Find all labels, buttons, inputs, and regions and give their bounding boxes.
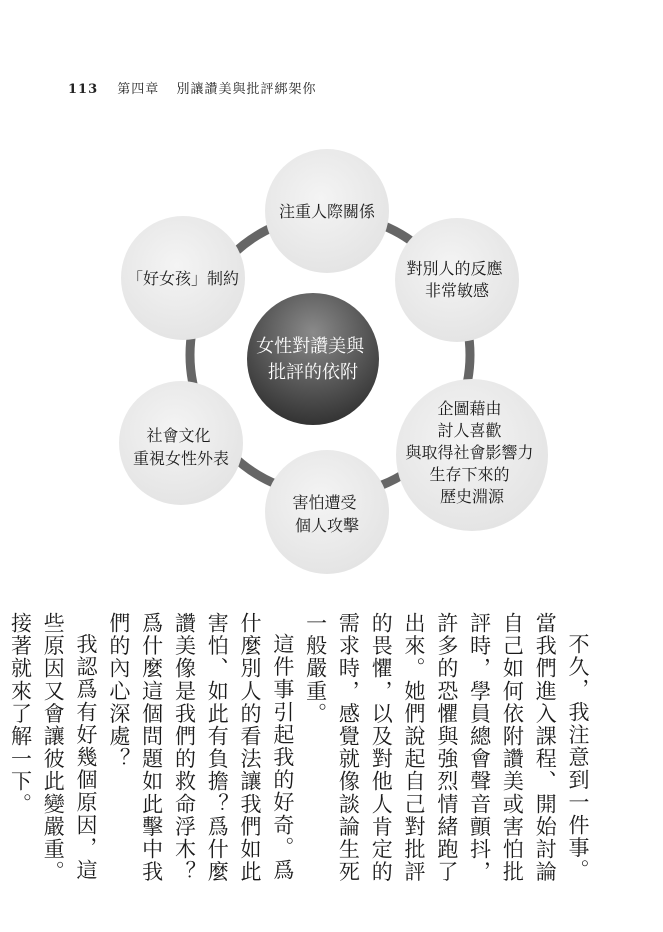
node-label-upper-left (127, 269, 239, 288)
node-circle-upper-right (395, 218, 519, 342)
node-label-line: 注重人際關係 (278, 202, 376, 221)
body-text (8, 612, 594, 892)
node-label-line: 歷史淵源 (439, 487, 505, 506)
center-label-line: 批評的依附 (268, 362, 358, 383)
node-label-line: 害怕遭受 (292, 493, 357, 512)
chapter-title: 別讓讚美與批評綁架你 (176, 82, 317, 97)
node-circle-bottom (265, 450, 389, 574)
page-number: 113 (68, 82, 99, 97)
node-label-line: 個人攻擊 (294, 516, 360, 535)
node-label-line: 非常敏感 (424, 281, 490, 300)
node-label-line: 對別人的反應 (406, 259, 503, 278)
node-label-line: 企圖藉由 (437, 399, 502, 418)
node-label-line: 社會文化 (146, 426, 211, 445)
node-label-top (279, 202, 376, 221)
body-paragraph: 這件事引起我的好奇。爲什麼別人的看法讓我們如此害怕、如此有負擔？爲什麼讚美像是我們的救命浮木？爲什麼這個問題如此擊中我們的內心深處？ (106, 612, 295, 884)
node-label-line: 「好女孩」制約 (126, 269, 240, 288)
body-paragraph: 我認爲有好幾個原因，這些原因又會讓彼此變嚴重。接著就來了解一下。 (8, 612, 99, 884)
node-label-line: 重視女性外表 (132, 449, 230, 468)
center-circle (247, 293, 379, 425)
node-label-line: 生存下來的 (429, 465, 510, 484)
center-label-line: 女性對讚美與 (256, 336, 365, 357)
body-paragraph: 不久，我注意到一件事。當我們進入課程、開始討論自己如何依附讚美或害怕批評時，學員總會聲音顫抖，許多的恐懼與強烈情緒跑了出來。她們說起自己對批評的畏懼，以及對他人肯定的需求時，感覺就像談論生死一般嚴重。 (303, 612, 590, 884)
chapter-label: 第四章 (117, 82, 160, 97)
node-label-line: 與取得社會影響力 (405, 443, 534, 462)
node-label-line: 討人喜歡 (437, 421, 502, 440)
